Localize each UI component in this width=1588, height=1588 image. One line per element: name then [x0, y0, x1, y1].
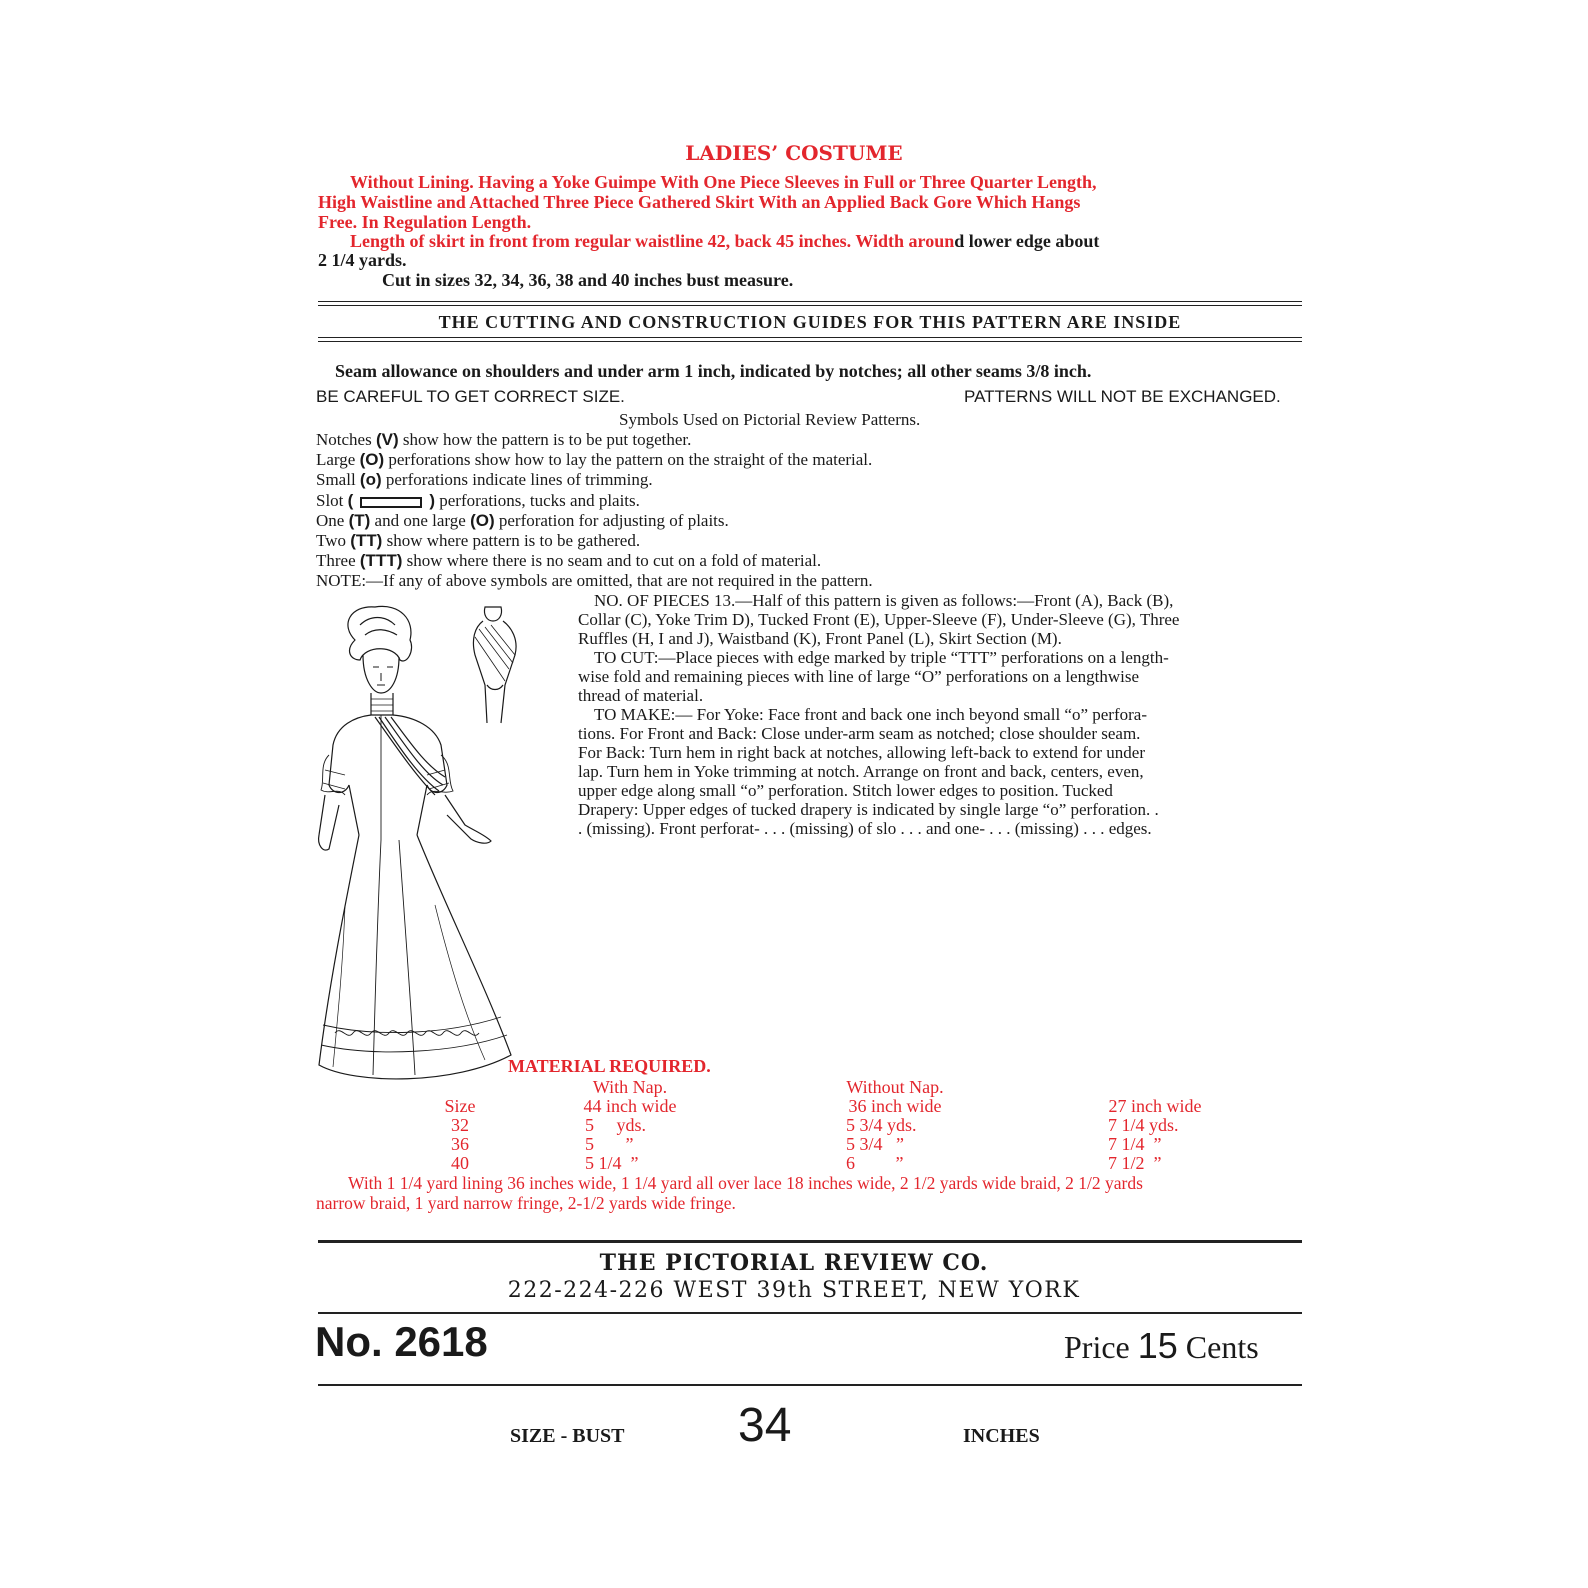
instruction-line: tions. For Front and Back: Close under-arm seam as notched; close shoulder seam.	[578, 724, 1141, 743]
symbol-slot: Slot ( ) perforations, tucks and plaits.	[316, 491, 640, 510]
col-36-header: 36 inch wide	[848, 1096, 942, 1116]
exchange-notice: PATTERNS WILL NOT BE EXCHANGED.	[964, 387, 1281, 406]
extra-line: With 1 1/4 yard lining 36 inches wide, 1 1/4 yard all over lace 18 inches wide, 2 1/2 yards wide braid, 2 1/2 yards	[348, 1173, 1143, 1193]
instruction-line: TO CUT:—Place pieces with edge marked by triple “TTT” perforations on a length-	[594, 648, 1169, 667]
instruction-line: For Back: Turn hem in right back at notches, allowing left-back to extend for under	[578, 743, 1146, 762]
instruction-line: . (missing). Front perforat- . . . (missing) of slo . . . and one- . . . (missing) . . . edges.	[578, 819, 1152, 838]
instruction-line: lap. Turn hem in Yoke trimming at notch. Arrange on front and back, centers, even,	[578, 762, 1144, 781]
description-line: Without Lining. Having a Yoke Guimpe With One Piece Sleeves in Full or Three Quarter Length,	[350, 172, 1097, 192]
symbol-note: NOTE:—If any of above symbols are omitted, that are not required in the pattern.	[316, 571, 873, 590]
instruction-line: wise fold and remaining pieces with line of large “O” perforations on a lengthwise	[578, 667, 1139, 686]
symbol-one: One (T) and one large (O) perforation for adjusting of plaits.	[316, 511, 729, 530]
extra-line: narrow braid, 1 yard narrow fringe, 2-1/2 yards wide fringe.	[316, 1193, 736, 1213]
extra-materials	[316, 1173, 1306, 1213]
instruction-line: TO MAKE:— For Yoke: Face front and back one inch beyond small “o” perfora-	[594, 705, 1147, 724]
symbol-small: Small (o) perforations indicate lines of trimming.	[316, 470, 653, 489]
pattern-title: LADIES’ COSTUME	[685, 141, 903, 165]
costume-illustration	[315, 605, 555, 1095]
skirt-width: 2 1/4 yards.	[318, 250, 407, 270]
size-unit: INCHES	[963, 1425, 1040, 1447]
slot-icon	[360, 497, 422, 508]
symbol-three: Three (TTT) show where there is no seam and to cut on a fold of material.	[316, 551, 822, 570]
description-line: High Waistline and Attached Three Piece Gathered Skirt With an Applied Back Gore Which Hangs	[318, 192, 1081, 212]
cut-sizes: Cut in sizes 32, 34, 36, 38 and 40 inches bust measure.	[382, 270, 794, 290]
skirt-length-red: Length of skirt in front from regular waistline 42, back 45 inches. Width aroun	[350, 231, 955, 251]
instruction-line: NO. OF PIECES 13.—Half of this pattern is given as follows:—Front (A), Back (B),	[594, 591, 1174, 610]
symbols-list	[316, 430, 1306, 591]
instruction-line: Ruffles (H, I and J), Waistband (K), Front Panel (L), Skirt Section (M).	[578, 629, 1062, 648]
size-label: SIZE - BUST	[510, 1425, 625, 1447]
seam-allowance: Seam allowance on shoulders and under arm 1 inch, indicated by notches; all other seams 3/8 inch.	[335, 361, 1092, 381]
material-title: MATERIAL REQUIRED.	[508, 1056, 711, 1076]
col-size-header: Size	[444, 1096, 476, 1116]
skirt-length-black: d lower edge about	[954, 231, 1100, 251]
instruction-line: Drapery: Upper edges of tucked drapery is indicated by single large “o” perforation. .	[578, 800, 1159, 819]
company-address: 222-224-226 WEST 39th STREET, NEW YORK	[507, 1278, 1081, 1303]
instruction-line: upper edge along small “o” perforation. Stitch lower edges to position. Tucked	[578, 781, 1113, 800]
symbol-two: Two (TT) show where pattern is to be gathered.	[316, 531, 641, 550]
instructions	[578, 591, 1298, 838]
pattern-number: No. 2618	[315, 1318, 488, 1365]
pattern-description	[318, 172, 1308, 232]
without-nap-label: Without Nap.	[846, 1077, 944, 1097]
instruction-line: Collar (C), Yoke Trim D), Tucked Front (E), Upper-Sleeve (F), Under-Sleeve (G), Three	[578, 610, 1180, 629]
symbol-notches: Notches (V) show how the pattern is to be put together.	[316, 430, 692, 449]
instruction-line: thread of material.	[578, 686, 704, 705]
col-27-header: 27 inch wide	[1108, 1096, 1202, 1116]
col-44-header: 44 inch wide	[583, 1096, 677, 1116]
price: Price 15 Cents	[1064, 1325, 1259, 1366]
careful-notice: BE CAREFUL TO GET CORRECT SIZE.	[316, 387, 625, 406]
symbol-large: Large (O) perforations show how to lay the pattern on the straight of the material.	[316, 450, 873, 469]
with-nap-label: With Nap.	[592, 1077, 668, 1097]
description-line: Free. In Regulation Length.	[318, 212, 532, 232]
skirt-length	[318, 232, 1308, 290]
size-value: 34	[738, 1399, 792, 1452]
symbols-title: Symbols Used on Pictorial Review Patterns.	[619, 410, 921, 429]
company-name: THE PICTORIAL REVIEW CO.	[599, 1250, 989, 1276]
guides-notice: THE CUTTING AND CONSTRUCTION GUIDES FOR THIS PATTERN ARE INSIDE	[438, 312, 1182, 332]
